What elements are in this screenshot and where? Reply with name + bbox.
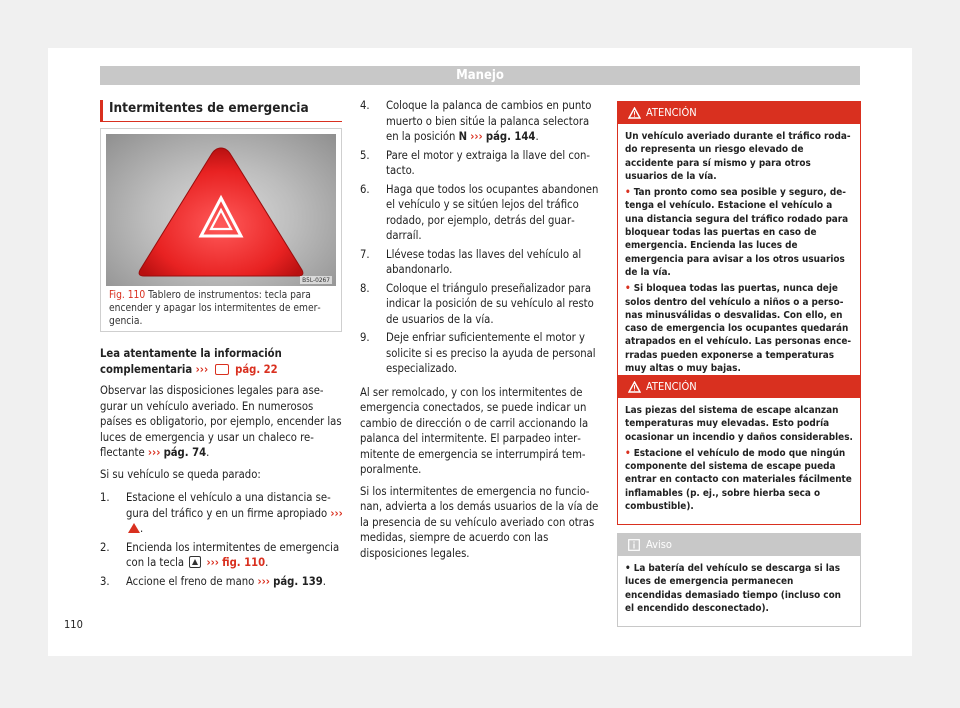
page-link[interactable]: pág. 74 — [163, 446, 207, 459]
list-item: 8. Coloque el triángulo preseñalizador para indicar la posición de su vehículo al resto de usuarios de la vía. — [360, 281, 594, 326]
hazard-key-icon — [189, 556, 201, 568]
warning-icon — [628, 381, 641, 393]
list-item: 1. Estacione el vehículo a una distancia segura del tráfico y en un firme apropiado ››› . — [100, 491, 343, 535]
list-item: • La batería del vehículo se descarga si las luces de emergencia permanecen encendidas demasiado tiempo (incluso con el encendido desconectado). — [625, 563, 842, 614]
warning-title: ATENCIÓN — [646, 380, 697, 393]
notice-title: Aviso — [646, 538, 672, 551]
page-link[interactable]: pág. 144 — [485, 130, 536, 143]
list-item: • Estacione el vehículo de modo que ningún componente del sistema de escape pueda entrar en contacto con materiales fácilmente inflamables (p. ej., sobre hierba seca o combustible). — [625, 447, 852, 513]
paragraph: Si su vehículo se queda parado: — [100, 467, 261, 481]
warning-header — [618, 376, 860, 398]
warning-box — [617, 101, 861, 387]
warning-body: Un vehículo averiado durante el tráfico rodado representa un riesgo elevado de accidente para sí mismo y para otros usuarios de la vía. • Tan pronto como sea posible y seguro, detenga el vehículo. Estacione el vehículo a una distancia segura del tráfico rodado para bloquear todas las puertas en caso de emergencia. Encienda las luces de emergencia para avisar a los otros usuarios de la vía. • Si bloquea todas las puertas, nunca deje solos dentro del vehículo a niños o a personas minusválidas o desvalidas. Con ello, en caso de emergencia los ocupantes quedarán atrapados en el vehículo. Las personas encerradas pueden exponerse a temperaturas muy altas o muy bajas. — [625, 131, 852, 375]
info-icon — [628, 539, 640, 551]
info-reference: Lea atentamente la información complementaria ››› pág. 22 — [100, 347, 282, 376]
list-item: 3. Accione el freno de mano ››› pág. 139. — [100, 574, 326, 588]
page-link[interactable]: pág. 139 — [273, 574, 323, 588]
hazard-triangle-icon — [106, 134, 336, 286]
book-icon — [215, 364, 229, 375]
ref-arrows: ››› — [195, 362, 209, 376]
warning-title: ATENCIÓN — [646, 106, 697, 119]
notice-box — [617, 533, 861, 627]
chapter-header: Manejo — [100, 66, 860, 85]
left-column — [100, 346, 344, 592]
list-item: • Tan pronto como sea posible y seguro, detenga el vehículo. Estacione el vehículo a una distancia segura del tráfico rodado para bloquear todas las puertas en caso de emergencia. Encienda las luces de emergencia para avisar a los otros usuarios de la vía. — [625, 187, 849, 278]
page-number: 110 — [64, 618, 83, 631]
caption-text: Tablero de instrumentos: tecla para encender y apagar los intermitentes de emergencia. — [109, 290, 321, 328]
warning-header — [618, 102, 860, 124]
figure-link[interactable]: fig. 110 — [222, 556, 266, 569]
notice-header — [618, 534, 860, 556]
list-item: 6. Haga que todos los ocupantes abandonen el vehículo y se sitúen lejos del tráfico rodado, por ejemplo, detrás del guardarraíl. — [360, 182, 599, 242]
warning-icon — [128, 523, 140, 533]
list-item: 4. Coloque la palanca de cambios en punto muerto o bien sitúe la palanca selectora en la posición N ››› pág. 144. — [360, 99, 592, 143]
steps-list — [100, 490, 344, 589]
warning-icon — [628, 107, 641, 119]
figure-caption — [109, 289, 335, 329]
image-code: B5L-0267 — [302, 276, 330, 284]
list-item: 2. Encienda los intermitentes de emergencia con la tecla ››› fig. 110. — [100, 540, 340, 569]
figure — [100, 128, 342, 332]
paragraph: Al ser remolcado, y con los intermitentes de emergencia conectados, se puede indicar un cambio de dirección o de carril accionando la palanca del intermitente. El parpadeo intermitente de emergencia se interrumpirá temporalmente. — [360, 385, 589, 476]
figure-label: Fig. 110 — [109, 290, 146, 301]
list-item: 5. Pare el motor y extraiga la llave del contacto. — [360, 148, 591, 177]
middle-column — [360, 98, 604, 567]
list-item: 7. Llévese todas las llaves del vehículo al abandonarlo. — [360, 247, 582, 276]
hazard-button-photo — [106, 134, 336, 286]
warning-body: Las piezas del sistema de escape alcanzan temperaturas muy elevadas. Esto podría ocasionar un incendio y daños considerables. • Estacione el vehículo de modo que ningún componente del sistema de escape pueda entrar en contacto con materiales fácilmente inflamables (p. ej., sobre hierba seca o combustible). — [625, 405, 853, 513]
list-item: • Si bloquea todas las puertas, nunca deje solos dentro del vehículo a niños o a personas minusválidas o desvalidas. Con ello, en caso de emergencia los ocupantes quedarán atrapados en el vehículo. Las personas encerradas pueden exponerse a temperaturas muy altas o muy bajas. — [625, 283, 852, 375]
steps-list — [360, 98, 604, 377]
paragraph: Si los intermitentes de emergencia no funcionan, advierta a los demás usuarios de la vía de la presencia de su vehículo averiado con otras medidas, siempre de acuerdo con las disposiciones legales. — [360, 484, 599, 560]
notice-body — [618, 556, 860, 626]
list-item: 9. Deje enfriar suficientemente el motor y solicite si es preciso la ayuda de personal especializado. — [360, 331, 596, 375]
page-link[interactable]: pág. 22 — [235, 362, 278, 376]
section-title: Intermitentes de emergencia — [100, 100, 342, 122]
paragraph: Observar las disposiciones legales para asegurar un vehículo averiado. En numerosos países es obligatorio, por ejemplo, encender las luces de emergencia y usar un chaleco reflectante ››› pág. 74. — [100, 384, 342, 459]
warning-box — [617, 375, 861, 525]
